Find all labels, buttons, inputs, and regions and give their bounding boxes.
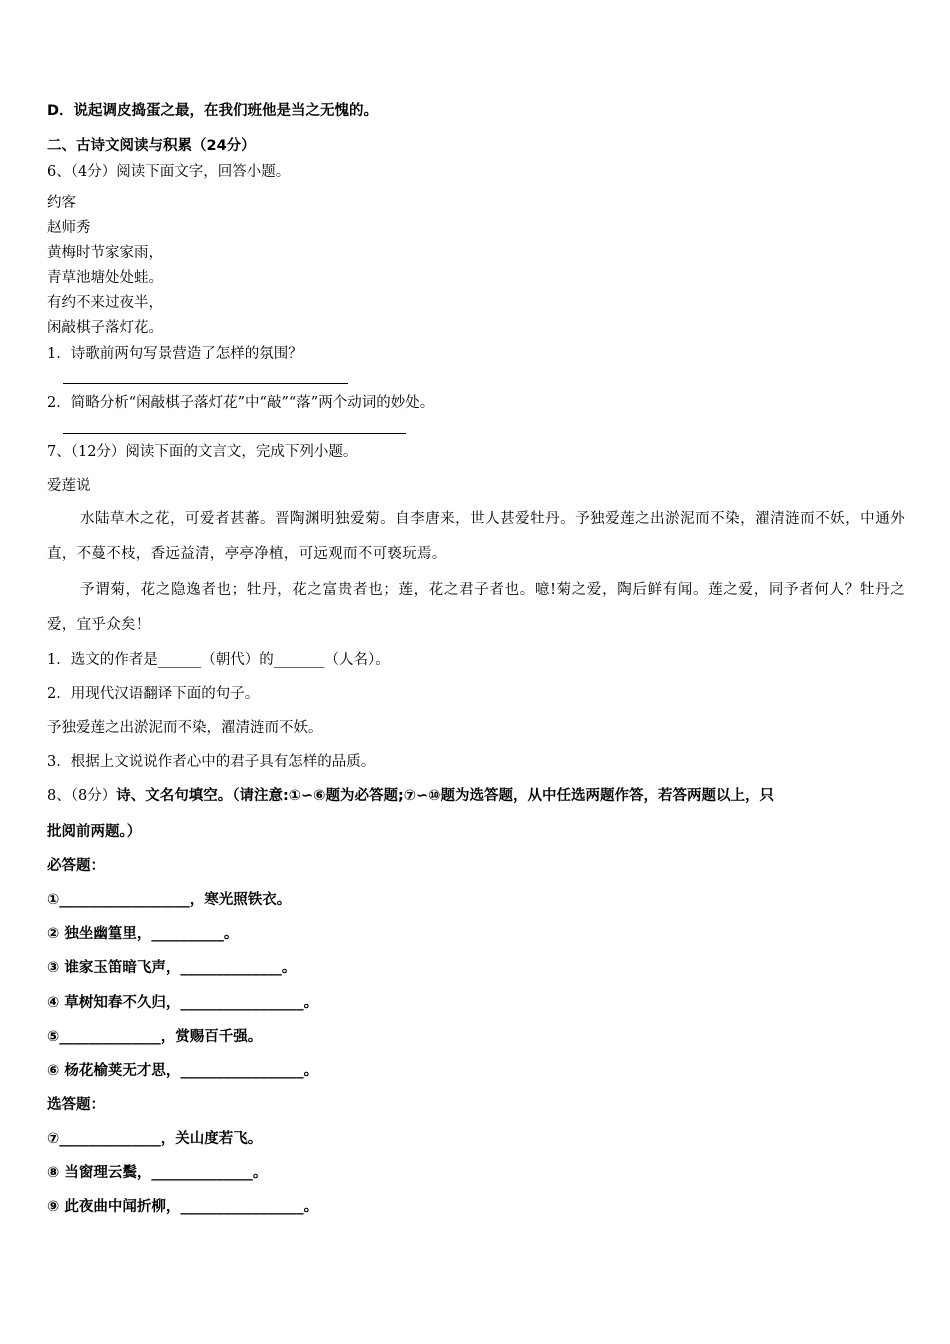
q8-prompt: [47, 786, 774, 806]
q8-prompt-prefix: 8、（8分）: [47, 788, 117, 804]
fill-item: ⑦______________，关山度若飞。: [47, 1131, 263, 1147]
q7-sub2-sentence: 予独爱莲之出淤泥而不染，濯清涟而不妖。: [47, 720, 323, 736]
fill-item: ⑤______________，赏赐百千强。: [47, 1029, 263, 1045]
poem-line: 黄梅时节家家雨，: [47, 245, 163, 261]
fill-item: ⑥ 杨花榆荚无才思，_________________。: [47, 1063, 319, 1079]
answer-line: [63, 433, 406, 434]
q6-prompt: 6、（4分）阅读下面文字，回答小题。: [47, 164, 291, 180]
q6-sub1: 1．诗歌前两句写景营造了怎样的氛围？: [47, 346, 303, 362]
fill-item: ③ 谁家玉笛暗飞声，______________。: [47, 960, 297, 976]
poem-line: 青草池塘处处蛙。: [47, 270, 163, 286]
q7-sub3: 3．根据上文说说作者心中的君子具有怎样的品质。: [47, 754, 376, 770]
fill-item: ①__________________，寒光照铁衣。: [47, 892, 292, 908]
required-label: 必答题：: [47, 858, 105, 874]
poem-author: 赵师秀: [47, 220, 91, 236]
q5-option-d: D．说起调皮捣蛋之最，在我们班他是当之无愧的。: [47, 103, 379, 119]
section-heading: 二、古诗文阅读与积累（24分）: [47, 138, 256, 154]
q7-title: 爱莲说: [47, 478, 91, 494]
answer-line: [63, 383, 348, 384]
q8-prompt-text: 诗、文名句填空。（请注意:①∽⑥题为必答题;⑦∽⑩题为选答题，从中任选两题作答，若答两题以上，只: [116, 788, 774, 804]
fill-item: ④ 草树知春不久归，_________________。: [47, 995, 319, 1011]
poem-line: 有约不来过夜半，: [47, 295, 163, 311]
q7-sub2: 2．用现代汉语翻译下面的句子。: [47, 686, 260, 702]
optional-label: 选答题：: [47, 1097, 105, 1113]
poem-line: 闲敲棋子落灯花。: [47, 320, 163, 336]
q6-sub2: 2．简略分析“闲敲棋子落灯花”中“敲”“落”两个动词的妙处。: [47, 395, 435, 411]
q7-sub1: 1．选文的作者是______（朝代）的_______（人名）。: [47, 652, 390, 668]
fill-item: ② 独坐幽篁里，__________。: [47, 926, 239, 942]
fill-item: ⑧ 当窗理云鬓，______________。: [47, 1165, 268, 1181]
q7-prompt: 7、（12分）阅读下面的文言文，完成下列小题。: [47, 444, 358, 460]
q7-paragraph: 水陆草木之花，可爱者甚蕃。晋陶渊明独爱菊。自李唐来，世人甚爱牡丹。予独爱莲之出淤泥而不染，濯清涟而不妖，中通外直，不蔓不枝，香远益清，亭亭净植，可远观而不可亵玩焉。: [47, 511, 905, 562]
q8-prompt-continued: 批阅前两题。）: [47, 824, 142, 840]
fill-item: ⑨ 此夜曲中闻折柳，_________________。: [47, 1199, 319, 1215]
poem-title: 约客: [47, 195, 76, 211]
q7-paragraph: 予谓菊，花之隐逸者也；牡丹，花之富贵者也；莲，花之君子者也。噫!菊之爱，陶后鲜有闻。莲之爱，同予者何人？牡丹之爱，宜乎众矣！: [47, 582, 905, 633]
